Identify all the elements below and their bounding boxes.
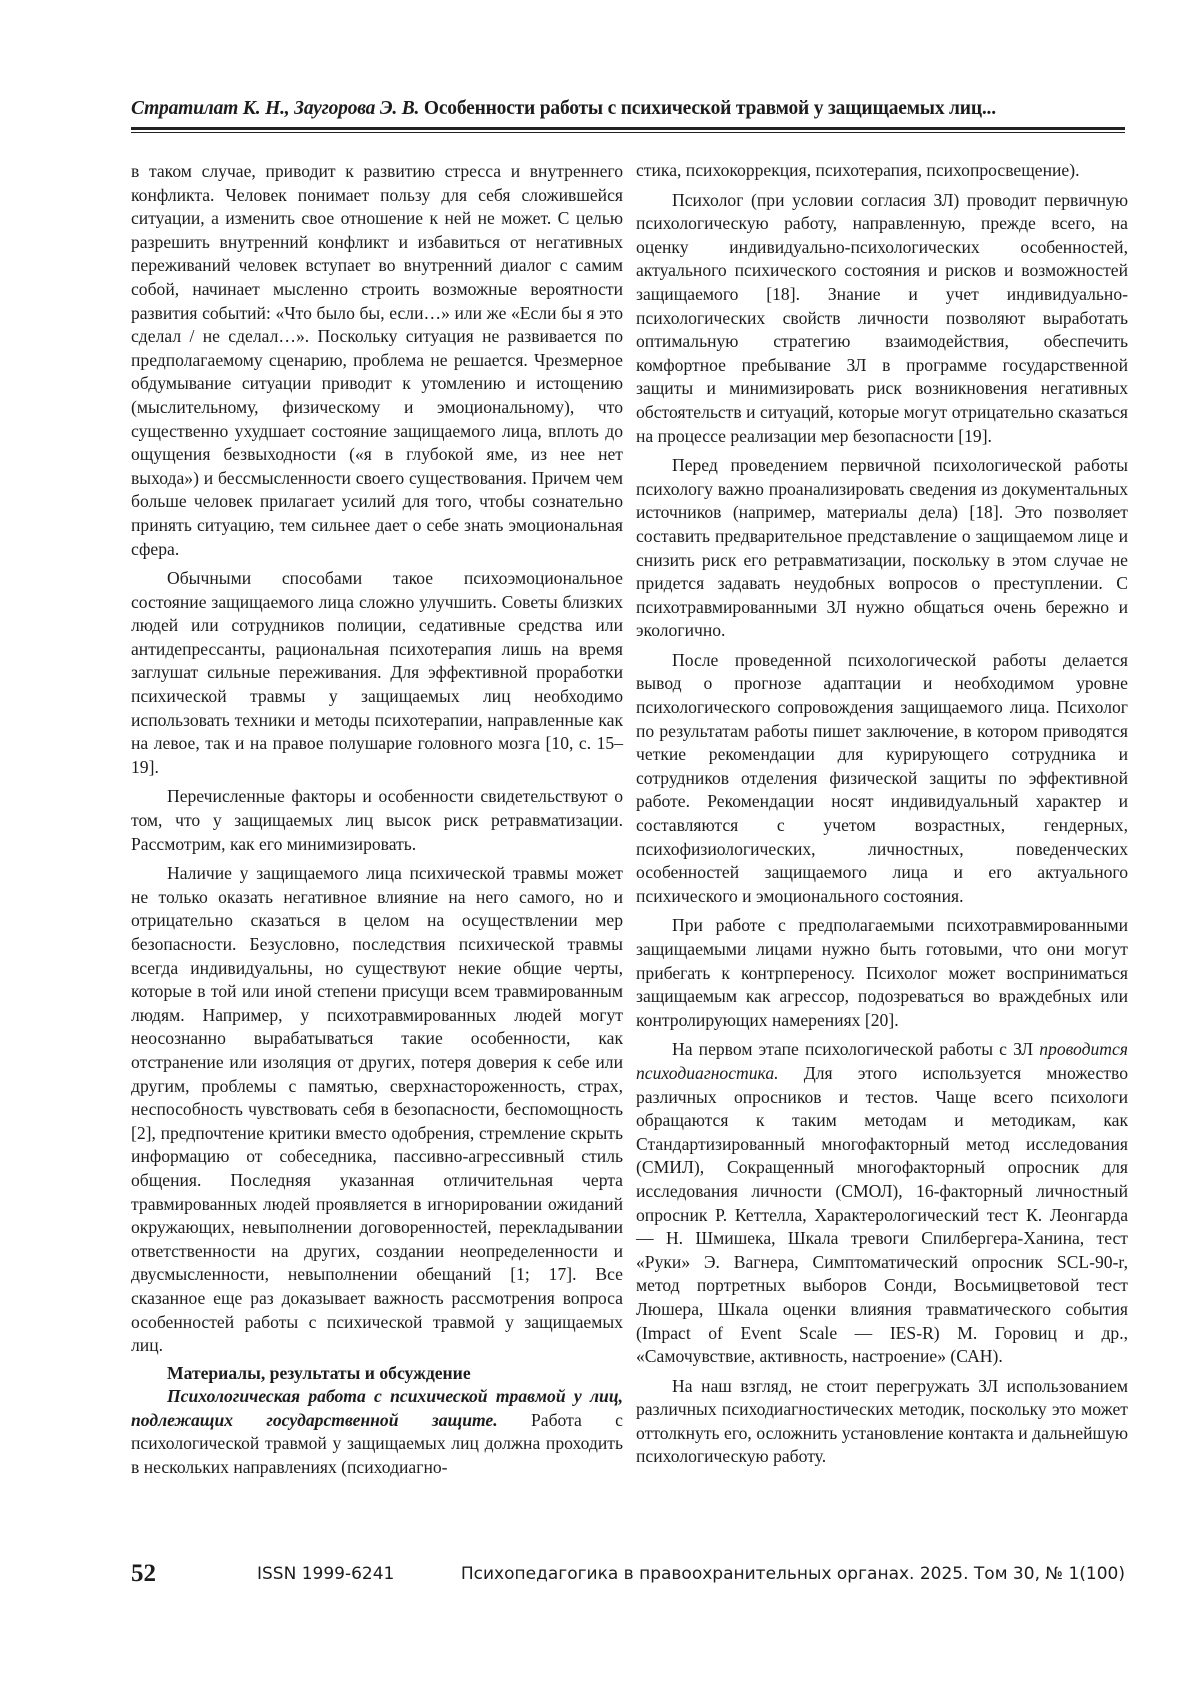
paragraph [131, 1385, 623, 1479]
paragraph: Психолог (при условии согласия ЗЛ) проводит первичную психологическую работу, направленную, прежде всего, на оценку индивидуально-психологических особенностей, актуального психического состояния и рисков и возможностей защищаемого [18]. Знание и учет индивидуально-психологических свойств личности позволяют выработать оптимальную стратегию взаимодействия, обеспечить комфортное пребывание ЗЛ в программе государственной защиты и минимизировать риск возникновения негативных обстоятельств и ситуаций, которые могут отрицательно сказаться на процессе реализации мер безопасности [19]. [636, 189, 1128, 446]
left-column [131, 160, 623, 1480]
header-authors: Стратилат К. Н., Заугорова Э. В. [131, 98, 420, 119]
header-rule-thin [131, 132, 1125, 133]
paragraph: стика, психокоррекция, психотерапия, психопросвещение). [636, 160, 1080, 180]
paragraph: Наличие у защищаемого лица психической травмы может не только оказать негативное влияние на него самого, но и отрицательно сказаться в целом на осуществлении мер безопасности. Безусловно, последствия психической травмы всегда индивидуальны, но существуют некие общие черты, которые в той или иной степени присущи всем травмированным людям. Например, у психотравмированных людей могут неосознанно вырабатываться такие особенности, как отстранение или изоляция от других, потеря доверия к себе или другим, проблемы с памятью, сверхнастороженность, страх, неспособность чувствовать себя в безопасности, беспомощность [2], предпочтение критики вместо одобрения, стремление скрыть информацию от собеседника, пассивно-агрессивный стиль общения. Последняя указанная отличительная черта травмированных людей проявляется в игнорировании ожиданий окружающих, невыполнении договоренностей, перекладывании ответственности на других, создании неопределенности и двусмысленности, невыполнении обещаний [1; 17]. Все сказанное еще раз доказывает важность рассмотрения вопроса особенностей работы с психической травмой у защищаемых лиц. [131, 863, 623, 1356]
paragraph: При работе с предполагаемыми психотравмированными защищаемыми лицами нужно быть готовыми, что они могут прибегать к контрпереносу. Психолог может восприниматься защищаемым как агрессор, подозреваться во враждебных или контролирующих намерениях [20]. [636, 915, 1128, 1030]
paragraph: На наш взгляд, не стоит перегружать ЗЛ использованием различных психодиагностических методик, поскольку это может оттолкнуть его, осложнить установление контакта и дальнейшую психологическую работу. [636, 1375, 1128, 1467]
issn: ISSN 1999-6241 [257, 1564, 395, 1584]
paragraph: Перечисленные факторы и особенности свидетельствуют о том, что у защищаемых лиц высок риск ретравматизации. Рассмотрим, как его минимизировать. [131, 786, 623, 854]
journal-citation: Психопедагогика в правоохранительных органах. 2025. Том 30, № 1(100) [460, 1564, 1125, 1584]
running-header [131, 98, 1123, 120]
paragraph-text: Работа с психологической травмой у защищаемых лиц должна проходить в нескольких направлениях (психодиагно- [131, 1409, 623, 1478]
page-number: 52 [131, 1560, 156, 1587]
page-footer [131, 1560, 1125, 1590]
header-rule-thick [131, 127, 1125, 130]
paragraph: Перед проведением первичной психологической работы психологу важно проанализировать сведения из документальных источников (например, материалы дела) [18]. Это позволяет составить предварительное представление о защищаемом лице и снизить риск его ретравматизации, поскольку в этом случае не придется задавать неудобных вопросов о преступлении. С психотравмированными ЗЛ нужно общаться очень бережно и экологично. [636, 455, 1128, 641]
paragraph [636, 1038, 1128, 1368]
right-column [636, 159, 1128, 1469]
emphasis-text: проводится психодиагностика. [636, 1039, 1128, 1083]
paragraph: в таком случае, приводит к развитию стресса и внутреннего конфликта. Человек понимает пользу для себя сложившейся ситуации, а изменить свое отношение к ней не может. С целью разрешить внутренний конфликт и избавиться от негативных переживаний человек вступает во внутренний диалог с самим собой, начинает мысленно строить возможные вероятности развития событий: «Что было бы, если…» или же «Если бы я это сделал / не сделал…». Поскольку ситуация не развивается по предполагаемому сценарию, проблема не решается. Чрезмерное обдумывание ситуации приводит к утомлению и истощению (мыслительному, физическому и эмоциональному), что существенно ухудшает состояние защищаемого лица, вплоть до ощущения безвыходности («я в глубокой яме, из нее нет выхода») и бессмысленности своего существования. Причем чем больше человек прилагает усилий для того, чтобы сознательно принять ситуацию, тем сильнее дает о себе знать эмоциональная сфера. [131, 161, 623, 559]
paragraph: После проведенной психологической работы делается вывод о прогнозе адаптации и необходимом уровне психологического сопровождения защищаемого лица. Психолог по результатам работы пишет заключение, в котором приводятся четкие рекомендации для курирующего сотрудника и сотрудников отделения физической защиты по эффективной работе. Рекомендации носят индивидуальный характер и составляются с учетом возрастных, гендерных, психофизиологических, личностных, поведенческих особенностей защищаемого лица и его актуального психического и эмоционального состояния. [636, 649, 1128, 906]
section-heading: Материалы, результаты и обсуждение [167, 1362, 471, 1383]
subsection-title: Психологическая работа с психической травмой у лиц, подлежащих государственной защите. [131, 1386, 623, 1430]
paragraph-text: Для этого используется множество различных опросников и тестов. Чаще всего психологи обращаются к таким методам и методикам, как Стандартизированный многофакторный метод исследования (СМИЛ), Сокращенный многофакторный опросник для исследования личности (СМОЛ), 16-факторный личностный опросник Р. Кеттелла, Характерологический тест К. Леонгарда — Н. Шмишека, Шкала тревоги Спилбергера-Ханина, тест «Руки» Э. Вагнера, Симптоматический опросник SCL-90-r, метод портретных выборов Сонди, Восьмицветовой тест Люшера, Шкала оценки влияния травматического события (Impact of Event Scale — IES-R) М. Горовиц и др., «Самочувствие, активность, настроение» (САН). [636, 1062, 1128, 1367]
header-title: Особенности работы с психической травмой у защищаемых лиц... [423, 98, 996, 119]
paragraph-text: На первом этапе психологической работы с ЗЛ [672, 1039, 1040, 1060]
paragraph: Обычными способами такое психоэмоциональное состояние защищаемого лица сложно улучшить. Советы близких людей или сотрудников полиции, седативные средства или антидепрессанты, рациональная психотерапия лишь на время заглушат сильные переживания. Для эффективной проработки психической травмы у защищаемых лиц необходимо использовать техники и методы психотерапии, направленные как на левое, так и на правое полушарие головного мозга [10, с. 15–19]. [131, 568, 623, 777]
